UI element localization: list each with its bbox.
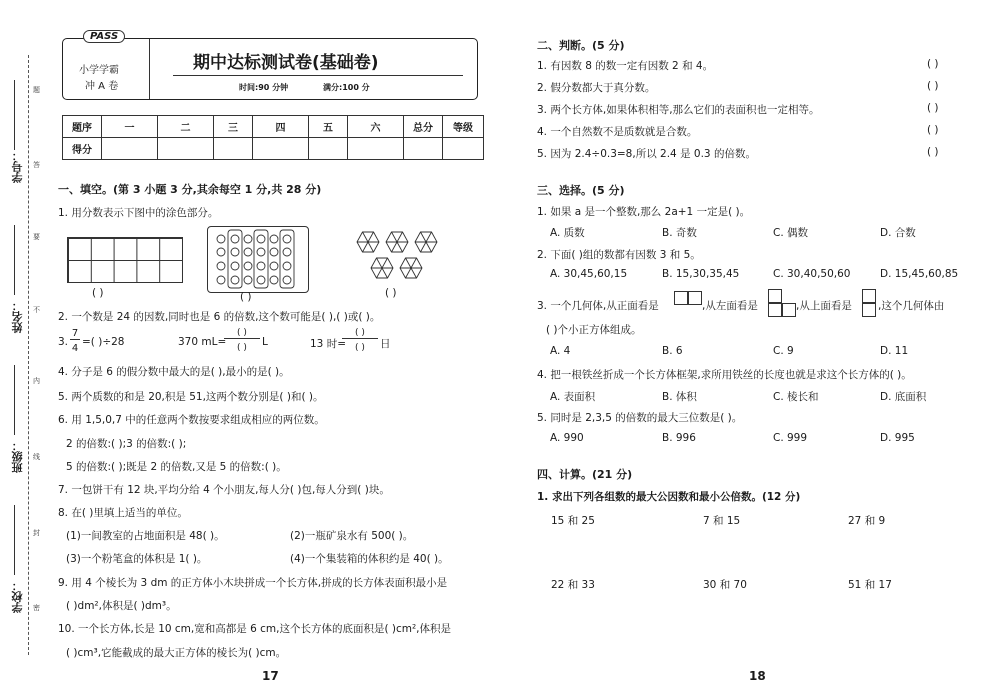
score-cell[interactable] <box>102 138 158 160</box>
equation-text: 370 mL= <box>178 336 227 348</box>
answer-blank[interactable]: ( ) <box>92 287 104 299</box>
pass-logo: PASS <box>83 30 125 43</box>
fill-line <box>14 80 15 150</box>
margin-char: 内 <box>33 377 40 385</box>
answer-paren[interactable]: ( ) <box>927 146 939 158</box>
number-pair: 30 和 70 <box>703 579 747 591</box>
question-part: (1)一间教室的占地面积是 48( )。 <box>66 530 225 542</box>
question: 5. 两个质数的和是 20,积是 51,这两个数分别是( )和( )。 <box>58 391 324 403</box>
full-score: 满分:100 分 <box>323 83 370 92</box>
question: 3. 一个几何体,从正面看是 <box>537 300 659 312</box>
answer-paren[interactable]: ( ) <box>927 80 939 92</box>
question: 10. 一个长方体,长是 10 cm,宽和高都是 6 cm,这个长方体的底面积是( )cm²,体积是 <box>58 623 452 635</box>
table-cell: 等级 <box>443 116 484 138</box>
option[interactable]: A. 表面积 <box>550 391 596 403</box>
margin-char: 线 <box>33 453 40 461</box>
question: ,这个几何体由 <box>878 300 945 312</box>
question-part: 2 的倍数:( );3 的倍数:( ); <box>66 438 187 450</box>
option[interactable]: D. 11 <box>880 345 909 357</box>
number-pair: 15 和 25 <box>551 515 595 527</box>
option[interactable]: D. 15,45,60,85 <box>880 268 959 280</box>
section-heading: 一、填空。(第 3 小题 3 分,其余每空 1 分,共 28 分) <box>58 183 322 196</box>
question: 6. 用 1,5,0,7 中的任意两个数按要求组成相应的两位数。 <box>58 414 325 426</box>
question-number: 3. <box>58 336 69 348</box>
option[interactable]: B. 6 <box>662 345 683 357</box>
option[interactable]: B. 15,30,35,45 <box>662 268 740 280</box>
question-part: (3)一个粉笔盒的体积是 1( )。 <box>66 553 208 565</box>
option[interactable]: B. 996 <box>662 432 696 444</box>
option[interactable]: C. 偶数 <box>773 227 809 239</box>
name-label: 姓名： <box>11 300 24 333</box>
table-cell: 五 <box>309 116 348 138</box>
question: ,从上面看是 <box>796 300 852 312</box>
table-cell: 一 <box>102 116 158 138</box>
table-cell: 得分 <box>63 138 102 160</box>
score-cell[interactable] <box>158 138 214 160</box>
question-part: 5 的倍数:( );既是 2 的倍数,又是 5 的倍数:( )。 <box>66 461 287 473</box>
option[interactable]: C. 9 <box>773 345 794 357</box>
fraction-denominator[interactable]: ( ) <box>237 343 247 353</box>
fill-line <box>14 505 15 575</box>
equation-text: =( )÷28 <box>82 336 125 348</box>
section-heading: 三、选择。(5 分) <box>537 184 625 197</box>
answer-blank[interactable]: ( ) <box>385 287 397 299</box>
score-cell[interactable] <box>214 138 253 160</box>
page-number: 18 <box>749 669 766 683</box>
option[interactable]: D. 995 <box>880 432 915 444</box>
question: 1. 用分数表示下图中的涂色部分。 <box>58 207 219 219</box>
score-cell[interactable] <box>404 138 443 160</box>
class-label: 班级： <box>11 440 24 473</box>
judge-item: 2. 假分数都大于真分数。 <box>537 82 656 94</box>
grid-figure <box>67 237 183 283</box>
option[interactable]: A. 质数 <box>550 227 585 239</box>
left-view-figure <box>768 289 796 317</box>
fraction-numerator: 7 <box>71 328 79 339</box>
margin-char: 不 <box>33 306 40 314</box>
question-part: (4)一个集装箱的体积约是 40( )。 <box>290 553 449 565</box>
table-cell: 四 <box>253 116 309 138</box>
question: 2. 一个数是 24 的因数,同时也是 6 的倍数,这个数可能是( ),( )或( )。 <box>58 311 381 323</box>
hexagon-figure <box>352 229 447 284</box>
score-cell[interactable] <box>309 138 348 160</box>
question: 1. 求出下列各组数的最大公因数和最小公倍数。(12 分) <box>537 491 801 503</box>
margin-char: 题 <box>33 86 40 94</box>
question-part: ( )cm³,它能截成的最大正方体的棱长为( )cm。 <box>66 647 287 659</box>
question: 4. 把一根铁丝折成一个长方体框架,求所用铁丝的长度也就是求这个长方体的( )。 <box>537 369 912 381</box>
fraction-numerator[interactable]: ( ) <box>224 328 260 339</box>
margin-char: 密 <box>33 604 40 612</box>
question: 4. 分子是 6 的假分数中最大的是( ),最小的是( )。 <box>58 366 290 378</box>
page-title: 期中达标测试卷(基础卷) <box>193 53 379 73</box>
margin-char: 封 <box>33 529 40 537</box>
answer-paren[interactable]: ( ) <box>927 58 939 70</box>
question: ,从左面看是 <box>702 300 758 312</box>
section-heading: 二、判断。(5 分) <box>537 39 625 52</box>
option[interactable]: C. 999 <box>773 432 808 444</box>
equation-text: L <box>262 336 268 348</box>
question: 2. 下面( )组的数都有因数 3 和 5。 <box>537 249 701 261</box>
option[interactable]: A. 30,45,60,15 <box>550 268 628 280</box>
question: 9. 用 4 个棱长为 3 dm 的正方体小木块拼成一个长方体,拼成的长方体表面积最小是 <box>58 577 448 589</box>
question-part: ( )dm²,体积是( )dm³。 <box>66 600 177 612</box>
series-name: 小学学霸 <box>79 65 119 76</box>
score-table <box>62 115 484 160</box>
table-cell: 三 <box>214 116 253 138</box>
exam-time: 时间:90 分钟 <box>239 83 289 92</box>
school-label: 学校： <box>11 580 24 613</box>
option[interactable]: C. 30,40,50,60 <box>773 268 851 280</box>
question: 1. 如果 a 是一个整数,那么 2a+1 一定是( )。 <box>537 206 751 218</box>
option[interactable]: B. 体积 <box>662 391 697 403</box>
fraction-denominator[interactable]: ( ) <box>355 343 365 353</box>
answer-paren[interactable]: ( ) <box>927 124 939 136</box>
score-cell[interactable] <box>253 138 309 160</box>
margin-char: 要 <box>33 233 40 241</box>
question-part: (2)一瓶矿泉水有 500( )。 <box>290 530 414 542</box>
answer-blank[interactable]: ( ) <box>240 291 252 303</box>
judge-item: 4. 一个自然数不是质数就是合数。 <box>537 126 698 138</box>
table-cell: 题序 <box>63 116 102 138</box>
option[interactable]: C. 棱长和 <box>773 391 819 403</box>
number-pair: 22 和 33 <box>551 579 595 591</box>
fill-line <box>14 365 15 435</box>
judge-item: 1. 有因数 8 的数一定有因数 2 和 4。 <box>537 60 714 72</box>
judge-item: 5. 因为 2.4÷0.3=8,所以 2.4 是 0.3 的倍数。 <box>537 148 756 160</box>
answer-paren[interactable]: ( ) <box>927 102 939 114</box>
top-view-figure <box>862 289 876 317</box>
table-cell: 六 <box>348 116 404 138</box>
section-heading: 四、计算。(21 分) <box>537 468 633 481</box>
score-cell[interactable] <box>348 138 404 160</box>
equation-text: 日 <box>380 338 391 350</box>
number-pair: 7 和 15 <box>703 515 741 527</box>
page-number: 17 <box>262 669 279 683</box>
fill-line <box>14 225 15 295</box>
question: 5. 同时是 2,3,5 的倍数的最大三位数是( )。 <box>537 412 743 424</box>
exam-header-box <box>62 31 478 100</box>
binding-dashed-line <box>28 55 29 655</box>
series-sub: 冲 A 卷 <box>85 81 119 92</box>
fraction-numerator[interactable]: ( ) <box>342 328 378 339</box>
score-cell[interactable] <box>443 138 484 160</box>
student-id-label: 学号： <box>11 150 24 183</box>
option[interactable]: D. 合数 <box>880 227 916 239</box>
option[interactable]: A. 990 <box>550 432 584 444</box>
judge-item: 3. 两个长方体,如果体积相等,那么它们的表面积也一定相等。 <box>537 104 820 116</box>
question: 7. 一包饼干有 12 块,平均分给 4 个小朋友,每人分( )包,每人分到( )块。 <box>58 484 390 496</box>
option[interactable]: D. 底面积 <box>880 391 927 403</box>
fraction-denominator: 4 <box>71 343 79 354</box>
option[interactable]: A. 4 <box>550 345 571 357</box>
front-view-figure <box>674 291 702 305</box>
question: 8. 在( )里填上适当的单位。 <box>58 507 188 519</box>
equation-text: 13 时= <box>310 338 346 350</box>
margin-char: 答 <box>33 161 40 169</box>
number-pair: 27 和 9 <box>848 515 886 527</box>
circles-figure <box>207 226 309 293</box>
option[interactable]: B. 奇数 <box>662 227 697 239</box>
number-pair: 51 和 17 <box>848 579 892 591</box>
table-cell: 总分 <box>404 116 443 138</box>
question-part: ( )个小正方体组成。 <box>546 324 642 336</box>
table-cell: 二 <box>158 116 214 138</box>
